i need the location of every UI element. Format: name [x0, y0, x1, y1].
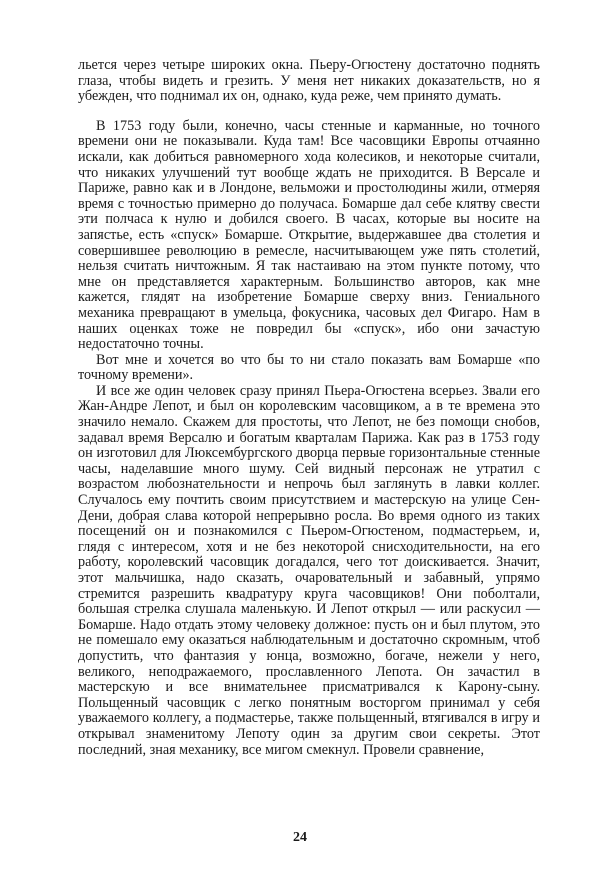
paragraph-4: И все же один человек сразу принял Пьера-Огюстена всерьез. Звали его Жан-Андре Лепот, и был он королевским часовщиком, а в те времена это значило немало. Скажем для простоты, что Лепот, не без помощи снобов, задавал время Версалю и богатым кварталам Парижа. Как раз в 1753 году он изготовил для Люксембургского дворца первые горизонтальные стенные часы, наделавшие много шуму. Сей видный персонаж не утратил с возрастом любознательности и непрочь был заглянуть в лавки коллег. Случалось ему почтить своим присутствием и мастерскую на улице Сен-Дени, добрая слава которой непрерывно росла. Во время одного из таких посещений он и познакомился с Пьером-Огюстеном, подмастерьем, и, глядя с интересом, хотя и не без некоторой снисходительности, на его работу, королевский часовщик догадался, чего тот доискивается. Значит, этот мальчишка, надо сказать, очаровательный и забавный, упрямо стремится разрешить квадратуру круга часовщиков! Они поболтали, большая стрелка слушала маленькую. И Лепот открыл — или раскусил — Бомарше. Надо отдать этому человеку должное: пусть он и был плутом, это не помешало ему оказаться наблюдательным и достаточно скромным, чтоб допустить, что фантазия у юнца, возможно, богаче, нежели у него, великого, неподражаемого, прославленного Лепота. Он зачастил в мастерскую и все внимательнее присматривался к Карону-сыну. Польщенный часовщик с легко понятным восторгом принимал у себя уважаемого коллегу, а подмастерье, также польщенный, втягивался в игру и открывал знаменитому Лепоту один за другим свои секреты. Этот последний, зная механику, все мигом смекнул. Провели сравнение,: [78, 382, 540, 758]
section-gap: [78, 105, 540, 119]
paragraph-1: льется через четыре широких окна. Пьеру-Огюстену достаточно поднять глаза, чтобы видеть и грезить. У меня нет никаких доказательств, но я убежден, что поднимал их он, однако, куда реже, чем принято думать.: [78, 57, 540, 105]
page-number: 24: [293, 830, 307, 845]
paragraph-2: В 1753 году были, конечно, часы стенные и карманные, но точного времени они не показывали. Куда там! Все часовщики Европы отчаянно искали, как добиться равномерного хода колесиков, и некоторые считали, что никаких улучшений тут вообще ждать не приходится. В Версале и Париже, равно как и в Лондоне, вельможи и простолюдины жили, отмеряя время с точностью примерно до получаса. Бомарше дал себе клятву свести эти полчаса к нулю и добился своего. В часах, которые вы носите на запястье, есть «спуск» Бомарше. Открытие, выдержавшее два столетия и совершившее революцию в ремесле, насчитывающем уже пять столетий, нельзя считать ничтожным. Я так настаиваю на этом пункте потому, что мне он представляется характерным. Большинство авторов, как мне кажется, глядят на изобретение Бомарше сверху вниз. Гениального механика превращают в умельца, фокусника, часовых дел Фигаро. Нам в наших оценках тоже не повредил бы «спуск», ибо они зачастую недостаточно точны.: [78, 117, 540, 353]
page-text: [78, 58, 540, 758]
paragraph-3: Вот мне и хочется во что бы то ни стало показать вам Бомарше «по точному времени».: [78, 351, 540, 384]
